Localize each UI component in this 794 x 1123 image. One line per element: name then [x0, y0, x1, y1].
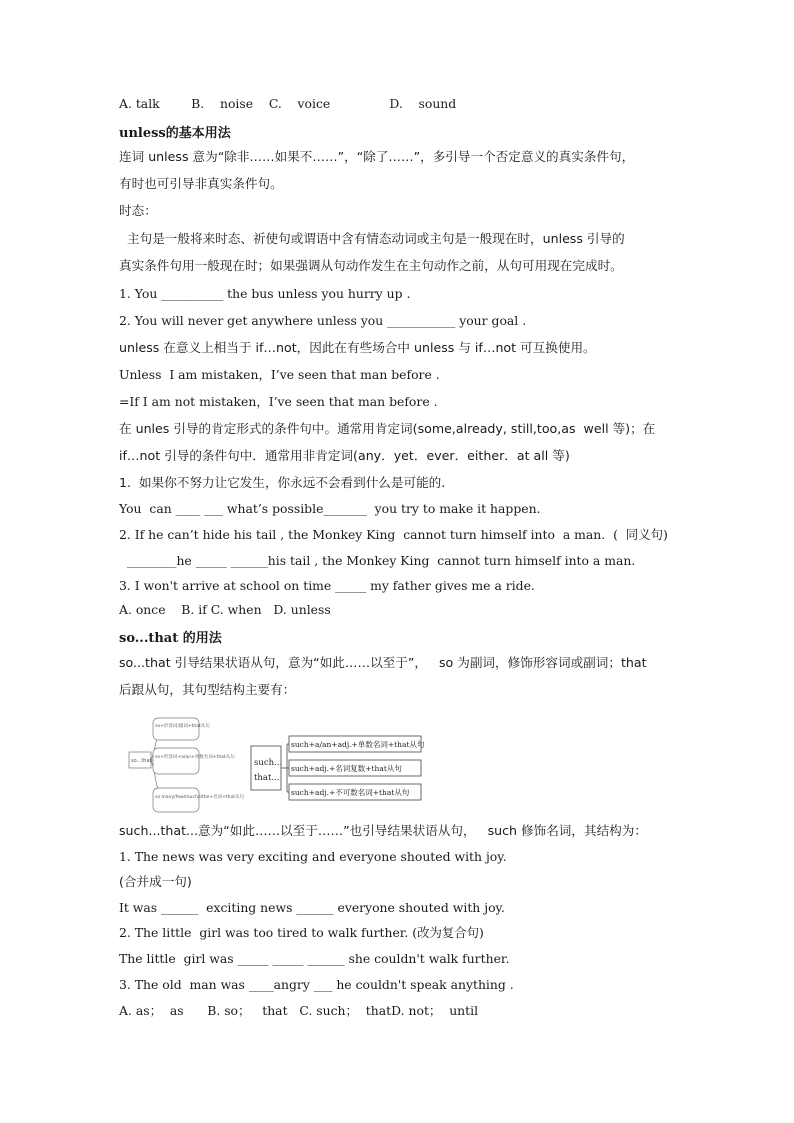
sentence-structure-diagram — [119, 716, 429, 816]
practice-2-blank: ________he _____ ______his tail , the Monkey King cannot turn himself into a man. — [119, 553, 636, 568]
such-that-definition: such...that...意为“如此……以至于……”也引导结果状语从句， such 修饰名词，其结构为： — [119, 823, 647, 838]
mindmap-node — [153, 748, 199, 774]
such-exercise-3: 3. The old man was ____angry ___ he couldn't speak anything . — [119, 977, 514, 992]
tense-rule-1: 主句是一般将来时态、祈使句或谓语中含有情态动词或主句是一般现在时，unless 引导的 — [119, 231, 625, 246]
heading-cn: 的基本用法 — [165, 126, 231, 141]
unless-definition-2: 有时也可引导非真实条件句。 — [119, 176, 283, 191]
tense-label: 时态： — [119, 203, 157, 218]
so-that-definition-1: so...that 引导结果状语从句，意为“如此……以至于”， so 为副词，修饰形容词或副词；that — [119, 655, 647, 670]
such-exercise-1-blank: It was ______ exciting news ______ everyone shouted with joy. — [119, 900, 505, 915]
such-that-structure — [251, 736, 425, 800]
mindmap-node-label: so+形容词+a/an+单数名词+that从句 — [155, 755, 235, 760]
such-exercise-2: 2. The little girl was too tired to walk further. (改为复合句) — [119, 925, 484, 940]
such-structure-1: such+a/an+adj.+单数名词+that从句 — [291, 740, 425, 749]
example-1: Unless I am mistaken，I’ve seen that man before . — [119, 367, 440, 382]
heading-en: so...that — [119, 631, 179, 646]
such-structure-2: such+adj.+名词复数+that从句 — [291, 764, 402, 773]
such-exercise-2-blank: The little girl was _____ _____ ______ she couldn't walk further. — [119, 951, 510, 966]
usage-note-1: 在 unles 引导的肯定形式的条件句中。通常用肯定词(some,already, still,too,as well 等)；在 — [119, 421, 656, 436]
section-heading-so-that — [119, 627, 222, 646]
heading-cn: 的用法 — [178, 631, 222, 646]
usage-note-2: if…not 引导的条件句中．通常用非肯定词(any．yet．ever．either．at all 等) — [119, 448, 570, 463]
tense-rule-2: 真实条件句用一般现在时；如果强调从句动作发生在主句动作之前，从句可用现在完成时。 — [119, 258, 623, 273]
equivalence-note: unless 在意义上相当于 if…not，因此在有些场合中 unless 与 if…not 可互换使用。 — [119, 340, 596, 355]
unless-definition-1: 连词 unless 意为“除非……如果不……”，“除了……”，多引导一个否定意义的真实条件句， — [119, 149, 635, 164]
exercise-1: 1. You __________ the bus unless you hurry up . — [119, 286, 411, 301]
mindmap-node — [153, 718, 199, 740]
heading-en: unless — [119, 126, 166, 141]
exercise-2: 2. You will never get anywhere unless you ___________ your goal . — [119, 313, 527, 328]
such-structure-3: such+adj.+不可数名词+that从句 — [291, 788, 410, 797]
practice-1-cn: 1. 如果你不努力让它发生，你永远不会看到什么是可能的. — [119, 475, 446, 490]
practice-3: 3. I won't arrive at school on time _____ my father gives me a ride. — [119, 578, 535, 593]
mindmap-node-label: so+形容词/副词+that从句 — [155, 724, 210, 729]
example-2: =If I am not mistaken，I’ve seen that man before . — [119, 394, 438, 409]
such-that-label-box — [251, 746, 281, 790]
such-exercise-1-note: (合并成一句) — [119, 874, 192, 889]
bracket-line — [281, 744, 287, 792]
section-heading-unless — [119, 122, 231, 141]
mindmap-node — [153, 788, 199, 812]
options-line-2: A. once B. if C. when D. unless — [119, 602, 331, 617]
practice-1-en: You can ____ ___ what’s possible_______ you try to make it happen. — [119, 501, 541, 516]
options-line-1: A. talk B. noise C. voice D. sound — [119, 96, 457, 111]
options-line-3: A. as； as B. so； that C. such； thatD. not； until — [119, 1003, 479, 1018]
mindmap-node-label: so many/few/much/little+名词+that从句 — [155, 795, 245, 800]
so-that-definition-2: 后跟从句，其句型结构主要有： — [119, 682, 296, 697]
mindmap-center-label: so...that — [131, 758, 152, 764]
that-label: that... — [254, 773, 280, 783]
practice-2-en: 2. If he can’t hide his tail , the Monkey King cannot turn himself into a man. ( 同义句) — [119, 527, 668, 542]
such-exercise-1: 1. The news was very exciting and everyone shouted with joy. — [119, 849, 507, 864]
such-label: such... — [254, 758, 283, 768]
so-that-mindmap — [129, 718, 245, 812]
